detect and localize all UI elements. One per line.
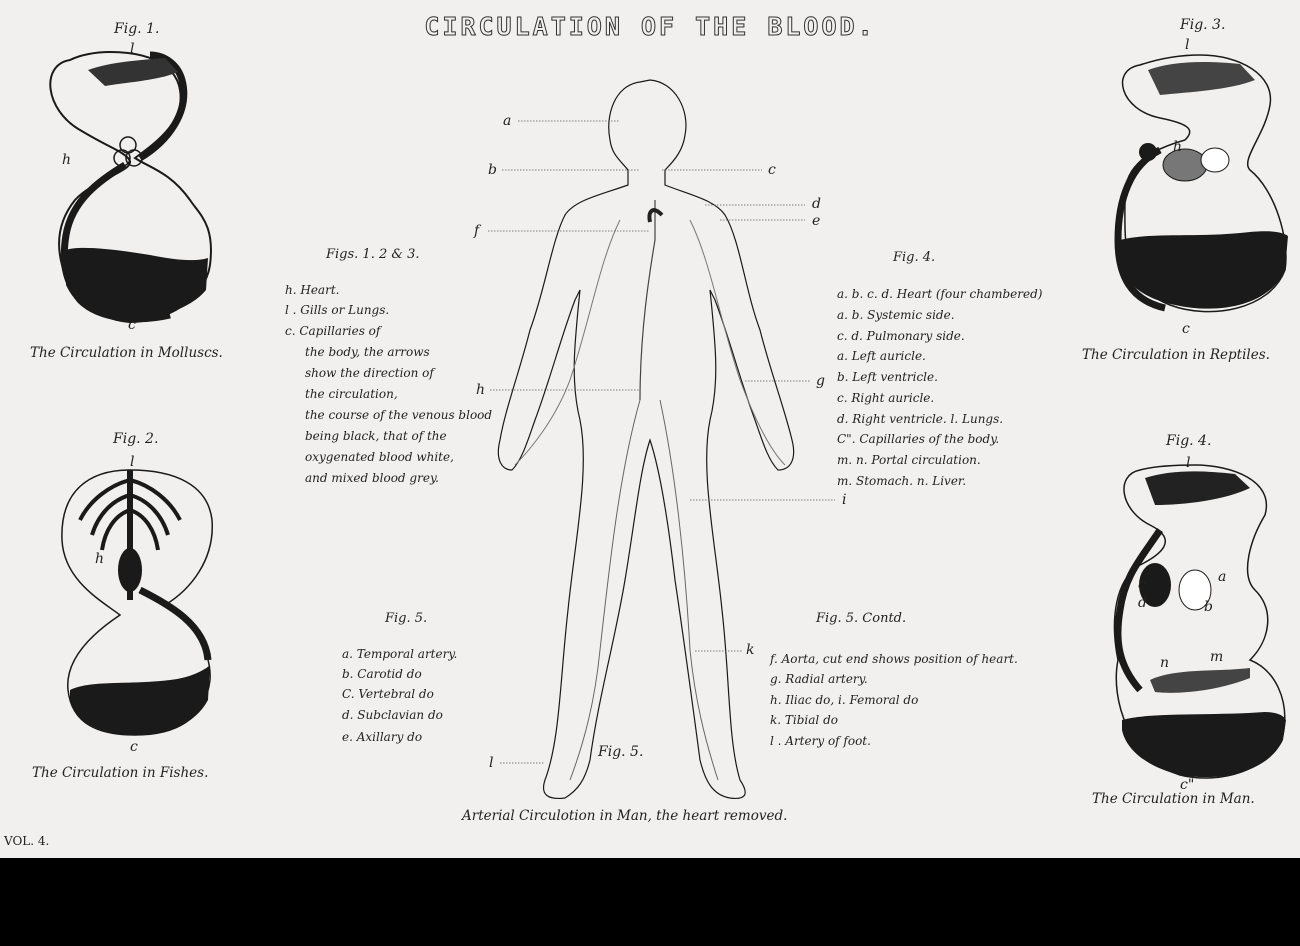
legend-4-heading: Fig. 4. xyxy=(893,250,936,265)
fig1-diagram xyxy=(50,52,211,322)
legend-123-line: and mixed blood grey. xyxy=(305,471,439,485)
fig4-diagram xyxy=(1114,465,1286,778)
fig4-label: Fig. 4. xyxy=(1166,433,1212,449)
fig2-label: Fig. 2. xyxy=(113,431,159,447)
legend-123-line: the body, the arrows xyxy=(305,345,430,359)
fig1-letter-h: h xyxy=(62,152,72,168)
black-border-strip xyxy=(0,858,1300,946)
legend-5-line: d. Subclavian do xyxy=(342,708,443,722)
fig2-letter-h: h xyxy=(95,551,105,567)
fig2-letter-l: l xyxy=(130,454,135,470)
fig5-letter-i: i xyxy=(842,492,847,508)
legend-123-line: show the direction of xyxy=(305,366,434,380)
fig5-letter-l: l xyxy=(489,755,494,771)
volume-label: VOL. 4. xyxy=(4,834,50,848)
legend-4-line: c. d. Pulmonary side. xyxy=(837,329,965,343)
fig4-letter-b: b xyxy=(1204,599,1213,615)
fig1-caption: The Circulation in Molluscs. xyxy=(30,345,223,361)
legend-123-line: the circulation, xyxy=(305,387,398,401)
plate-title: CIRCULATION OF THE BLOOD. xyxy=(424,12,876,41)
fig5-letter-d: d xyxy=(812,196,821,212)
legend-123-line: h. Heart. xyxy=(285,283,340,297)
fig5-letter-k: k xyxy=(746,642,755,658)
legend-123-line: the course of the venous blood xyxy=(305,408,493,422)
legend-5cont-line: g. Radial artery. xyxy=(770,672,868,686)
legend-4-line: C". Capillaries of the body. xyxy=(837,432,1000,446)
fig5-caption: Arterial Circulotion in Man, the heart removed. xyxy=(462,808,788,824)
legend-5-line: C. Vertebral do xyxy=(342,687,434,701)
fig3-letter-h: h xyxy=(1173,139,1183,155)
legend-4-line: a. b. Systemic side. xyxy=(837,308,955,322)
fig1-label: Fig. 1. xyxy=(114,21,160,37)
fig4-letter-d: d xyxy=(1138,595,1147,611)
fig5-diagram xyxy=(488,80,835,798)
legend-123-line: l . Gills or Lungs. xyxy=(285,303,390,317)
fig3-diagram xyxy=(1118,55,1288,312)
legend-4-line: c. Right auricle. xyxy=(837,391,935,405)
fig2-letter-c: c xyxy=(130,739,138,755)
fig4-letter-n: n xyxy=(1160,655,1170,671)
fig1-letter-l: l xyxy=(130,41,135,57)
legend-4-line: b. Left ventricle. xyxy=(837,370,938,384)
fig2-caption: The Circulation in Fishes. xyxy=(32,765,209,781)
fig5-letter-f: f xyxy=(474,223,480,239)
legend-4-line: a. b. c. d. Heart (four chambered) xyxy=(837,287,1043,301)
fig1-letter-c: c xyxy=(128,317,136,333)
fig3-letter-l: l xyxy=(1185,37,1190,53)
fig5-letter-c: c xyxy=(768,162,776,178)
fig5-letter-e: e xyxy=(812,213,821,229)
fig2-diagram xyxy=(62,470,212,735)
legend-123-line: c. Capillaries of xyxy=(285,324,381,338)
legend-5cont-line: f. Aorta, cut end shows position of heart. xyxy=(770,652,1018,666)
legend-5cont-line: l . Artery of foot. xyxy=(770,734,871,748)
fig4-letter-c2: c" xyxy=(1180,777,1195,793)
legend-4-line: a. Left auricle. xyxy=(837,349,926,363)
legend-5-line: a. Temporal artery. xyxy=(342,647,458,661)
fig3-letter-c: c xyxy=(1182,321,1190,337)
fig5-letter-g: g xyxy=(816,373,825,389)
fig5-letter-a: a xyxy=(503,113,512,129)
fig3-caption: The Circulation in Reptiles. xyxy=(1082,347,1270,363)
legend-4-line: d. Right ventricle. l. Lungs. xyxy=(837,412,1004,426)
fig4-letter-l: l xyxy=(1186,455,1191,471)
fig5-label: Fig. 5. xyxy=(598,744,644,760)
legend-123-line: oxygenated blood white, xyxy=(305,450,454,464)
legend-4-line: m. Stomach. n. Liver. xyxy=(837,474,967,488)
fig4-caption: The Circulation in Man. xyxy=(1092,791,1255,807)
legend-5cont-heading: Fig. 5. Contd. xyxy=(816,611,907,626)
fig4-letter-a: a xyxy=(1218,569,1227,585)
fig4-letter-c: c xyxy=(1138,577,1146,593)
legend-123-line: being black, that of the xyxy=(305,429,447,443)
legend-123-heading: Figs. 1. 2 & 3. xyxy=(326,247,420,262)
fig3-label: Fig. 3. xyxy=(1180,17,1226,33)
fig5-letter-h: h xyxy=(476,382,486,398)
legend-5-heading: Fig. 5. xyxy=(385,611,428,626)
legend-4-line: m. n. Portal circulation. xyxy=(837,453,981,467)
fig4-letter-m: m xyxy=(1210,649,1224,665)
legend-5-line: e. Axillary do xyxy=(342,730,423,744)
legend-5cont-line: h. Iliac do, i. Femoral do xyxy=(770,693,919,707)
fig5-letter-b: b xyxy=(488,162,497,178)
legend-5-line: b. Carotid do xyxy=(342,667,422,681)
legend-5cont-line: k. Tibial do xyxy=(770,713,838,727)
